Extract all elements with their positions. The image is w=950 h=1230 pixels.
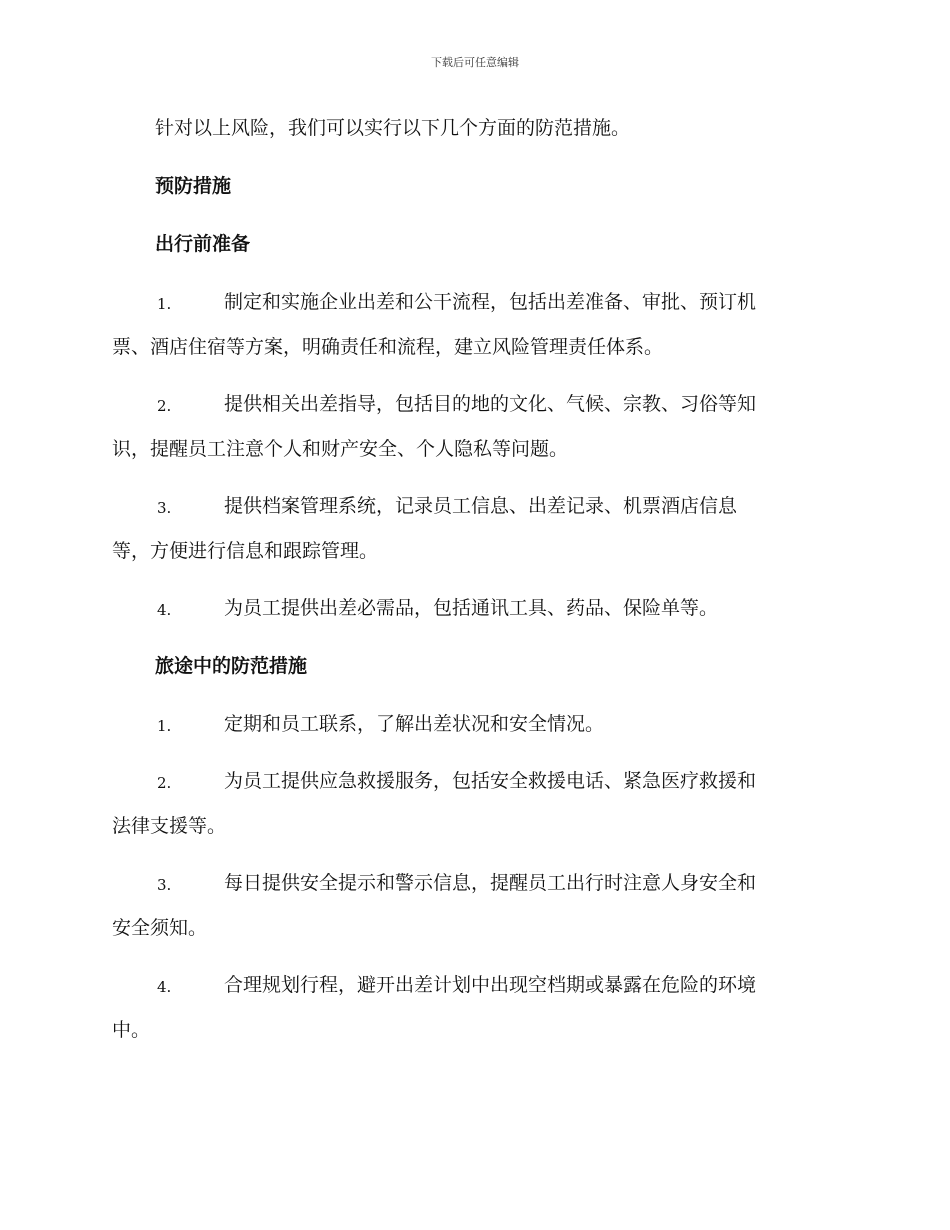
list-number: 4. [157,601,172,619]
list-text-continued: 法律支援等。 [112,815,227,837]
heading-during-travel: 旅途中的防范措施 [155,655,308,677]
list-number: 3. [157,499,172,517]
list-text: 定期和员工联系，了解出差状况和安全情况。 [224,713,605,735]
list-text: 提供档案管理系统，记录员工信息、出差记录、机票酒店信息 [224,495,738,517]
heading-before-travel: 出行前准备 [155,233,251,255]
heading-prevention: 预防措施 [155,175,232,197]
list-text-continued: 识，提醒员工注意个人和财产安全、个人隐私等问题。 [112,438,569,460]
intro-paragraph: 针对以上风险，我们可以实行以下几个方面的防范措施。 [155,117,631,139]
list-text-continued: 中。 [112,1019,151,1041]
list-text: 提供相关出差指导，包括目的地的文化、气候、宗教、习俗等知 [224,393,757,415]
list-text-continued: 等，方便进行信息和跟踪管理。 [112,540,379,562]
list-text: 为员工提供出差必需品，包括通讯工具、药品、保险单等。 [224,597,719,619]
list-text: 每日提供安全提示和警示信息，提醒员工出行时注意人身安全和 [224,872,757,894]
list-number: 1. [157,295,172,313]
list-number: 4. [157,978,172,996]
list-text-continued: 安全须知。 [112,917,208,939]
list-number: 1. [157,717,172,735]
list-text: 为员工提供应急救援服务，包括安全救援电话、紧急医疗救援和 [224,770,757,792]
list-text-continued: 票、酒店住宿等方案，明确责任和流程，建立风险管理责任体系。 [112,336,664,358]
list-number: 2. [157,774,172,792]
list-text: 制定和实施企业出差和公干流程，包括出差准备、审批、预订机 [224,291,757,313]
page-header: 下载后可任意编辑 [431,56,519,69]
list-number: 2. [157,397,172,415]
list-number: 3. [157,876,172,894]
list-text: 合理规划行程，避开出差计划中出现空档期或暴露在危险的环境 [224,974,757,996]
